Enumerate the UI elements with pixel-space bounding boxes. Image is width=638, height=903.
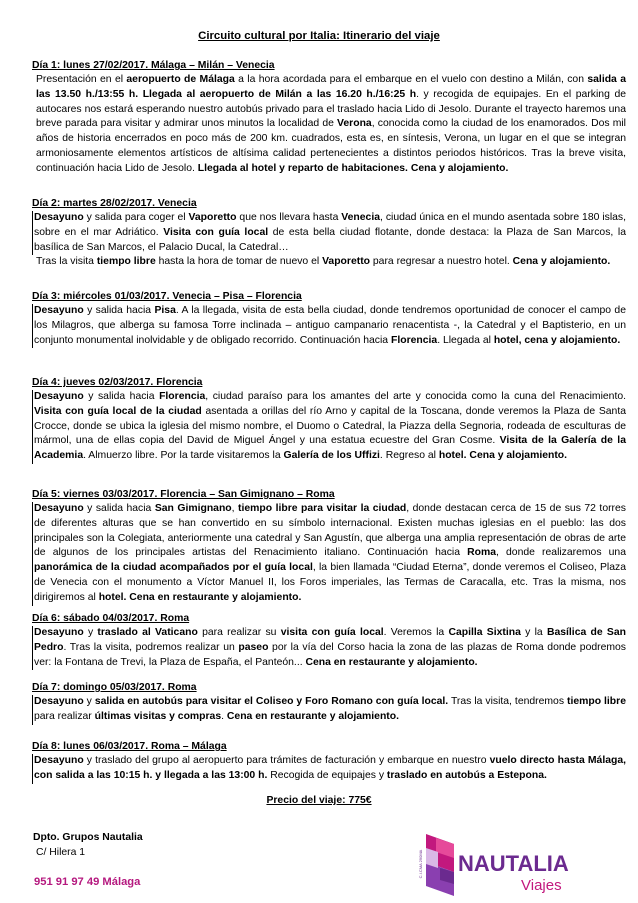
day-5 (32, 488, 626, 606)
bold-text: Cena y alojamiento. (512, 256, 611, 268)
day-3 (32, 290, 626, 348)
day-8 (32, 740, 626, 784)
day-4 (32, 376, 626, 464)
trip-price: Precio del viaje: 775€ (266, 795, 372, 806)
body-text: . Regreso al (379, 450, 439, 462)
body-text: . y recogida de equipajes. En el parking de autocares nos estará esperando nuestro autobús privado para el traslado hacia Lido di Jesolo. Durante el trayecto haremos una breve parada para visitar y admirar unos minutos la localidad de (36, 88, 626, 130)
bold-text: Visita de la Galería de la Academia (34, 435, 626, 462)
bold-text: Venecia (341, 212, 381, 223)
body-text: y salida hacia (83, 503, 155, 514)
department-name: Dpto. Grupos Nautalia (33, 832, 143, 843)
day-description (32, 211, 626, 255)
bold-text: tiempo libre (567, 696, 626, 707)
body-text: que nos llevara hasta (236, 212, 342, 223)
document-title: Circuito cultural por Italia: Itinerario del viaje (198, 30, 440, 42)
bold-text: Verona (337, 118, 372, 130)
bold-text: panorámica de la ciudad acompañados por el guía local (34, 562, 313, 574)
bold-text: Florencia (390, 334, 438, 346)
body-text: Recogida de equipajes y (267, 769, 387, 781)
logo-sub-text: Viajes (521, 877, 562, 894)
bold-text: Desayuno (34, 212, 84, 223)
bold-text: Desayuno (34, 391, 84, 402)
day-description (32, 626, 626, 670)
bold-text: hotel. Cena y alojamiento. (438, 450, 568, 462)
body-text: . Almuerzo libre. Por la tarde visitaremos la (83, 450, 284, 462)
phone-number: 951 91 97 49 Málaga (34, 876, 141, 888)
day-description-continued (32, 255, 626, 270)
bold-text: salida a las 13.50 h./13:55 h. Llegada al aeropuerto de Milán a las 16.20 h./16:25 h (36, 74, 626, 100)
body-text: Tras la visita (36, 256, 97, 268)
bold-text: Cena en restaurante y alojamiento. (305, 656, 478, 668)
body-text: . A la llegada, visita de esta bella ciudad, donde tendremos oportunidad de conocer el campo de los Milagros, que alberga su famosa Torre inclinada – antiguo campanario renacentista -, la Catedral y el Baptisterio, en un conjunto monumental inolvidable y de obligado recorrido. Continuación hacia (34, 305, 626, 346)
bold-text: Roma (467, 547, 496, 559)
address: C/ Hilera 1 (36, 847, 86, 858)
body-text: . Veremos la (383, 627, 449, 638)
bold-text: Pisa (154, 305, 176, 316)
bold-text: Galería de los Uffizi (283, 450, 380, 462)
body-text: a la hora acordada para el embarque en el vuelo con destino a Milán, con (234, 74, 588, 85)
bold-text: Desayuno (34, 755, 84, 766)
day-6 (32, 612, 626, 670)
day-7 (32, 681, 626, 725)
bold-text: Llegada al hotel y reparto de habitaciones. Cena y alojamiento. (197, 162, 509, 174)
day-description (32, 502, 626, 606)
bold-text: traslado en autobús a Estepona. (386, 769, 547, 781)
day-title: Día 1: lunes 27/02/2017. Málaga – Milán – Venecia (32, 60, 275, 71)
body-text: y la (520, 627, 547, 638)
body-text: , ciudad paraíso para los amantes del arte y conocida como la cuna del Renacimiento. (205, 391, 626, 402)
day-description (32, 390, 626, 464)
body-text: , (231, 503, 239, 514)
body-text: , la bien llamada “Ciudad Eterna”, donde veremos el Coliseo, Plaza de Venecia con el monumento a Víctor Manuel II, los Foros imperiales, las Termas de Caracalla, etc. Tras la misma, nos dirigiremos al (34, 562, 626, 603)
body-text: para realizar (34, 710, 95, 722)
day-description (32, 73, 626, 177)
bold-text: últimas visitas y compras (94, 710, 222, 722)
bold-text: Cena en restaurante y alojamiento. (226, 710, 399, 722)
day-title: Día 3: miércoles 01/03/2017. Venecia – Pisa – Florencia (32, 291, 302, 302)
body-text: y salida hacia (83, 391, 160, 402)
day-title: Día 7: domingo 05/03/2017. Roma (32, 682, 197, 693)
bold-text: Vaporetto (188, 212, 237, 223)
body-text: de esta bella ciudad flotante, donde destaca: la Plaza de San Marcos, la basílica de San Marcos, el Palacio Ducal, la Catedral… (34, 226, 626, 253)
body-text: para realizar su (197, 627, 281, 638)
bold-text: hotel, cena y alojamiento. (493, 334, 621, 346)
bold-text: Desayuno (34, 305, 84, 316)
bold-text: Visita con guía local (163, 226, 269, 238)
body-text: por la vía del Corso hacia la zona de las plazas de Roma donde podremos ver: la Fontana de Trevi, la Plaza de España, el Panteón... (34, 641, 627, 668)
day-description (32, 304, 626, 348)
body-text: y (83, 696, 95, 707)
logo-license-text: C.I.CMA 290MA (418, 849, 423, 879)
body-text: . (221, 710, 227, 722)
bold-text: Basílica de San Pedro (34, 627, 626, 653)
bold-text: Desayuno (34, 696, 84, 707)
bold-text: Capilla Sixtina (448, 627, 521, 638)
day-title: Día 5: viernes 03/03/2017. Florencia – San Gimignano – Roma (32, 489, 335, 500)
body-text: Presentación en el (36, 74, 127, 85)
bold-text: vuelo directo hasta Málaga, con salida a las 10:15 h. y llegada a las 13:00 h. (34, 755, 626, 781)
body-text: y salida hacia (83, 305, 155, 316)
body-text: , conocida como la ciudad de los enamorados. Dos mil años de historia encerrados en poco más de 200 km. cuadrados, esta es, en síntesis, Verona, un lugar en el que se integran armoniosamente elementos artísticos de altísima calidad pertenecientes a distintos periodos históricos. Tras la breve visita, continuación hacia Lido de Jesolo. (36, 118, 626, 174)
body-text: y (83, 627, 98, 638)
bold-text: aeropuerto de Málaga (126, 74, 235, 85)
bold-text: Florencia (159, 391, 206, 402)
bold-text: salida en autobús para visitar el Coliseo y Foro Romano con guía local. (94, 696, 449, 707)
bold-text: hotel. Cena en restaurante y alojamiento. (98, 591, 302, 603)
bold-text: tiempo libre para visitar la ciudad (238, 503, 407, 514)
bold-text: traslado al Vaticano (97, 627, 198, 638)
bold-text: tiempo libre (96, 256, 156, 268)
bold-text: visita con guía local (280, 627, 384, 638)
bold-text: Visita con guía local de la ciudad (34, 405, 202, 417)
day-description (32, 695, 626, 725)
body-text: y salida para coger el (83, 212, 189, 223)
body-text: y traslado del grupo al aeropuerto para trámites de facturación y embarque en nuestro (83, 755, 490, 766)
bold-text: San Gimignano (154, 503, 232, 514)
body-text: , ciudad única en el mundo asentada sobre 180 islas, sobre en el mar Adriático. (34, 212, 627, 238)
day-title: Día 2: martes 28/02/2017. Venecia (32, 198, 197, 209)
day-1 (32, 59, 626, 177)
body-text: . Tras la visita, podremos realizar un (63, 641, 239, 653)
day-title: Día 8: lunes 06/03/2017. Roma – Málaga (32, 741, 227, 752)
nautalia-logo (414, 828, 614, 900)
body-text: . Llegada al (437, 334, 494, 346)
body-text: asentada a orillas del río Arno y capital de la Toscana, donde veremos la Plaza de Santa Crocce, donde se ubica la iglesia del mismo nombre, el Duomo o Catedral, la Piazza della Segnoria, rodeada de esculturas de mármol, una de ellas copia del David de Miguel Ángel y una estatua ecuestre del Gran Cosme. (34, 405, 626, 447)
day-2 (32, 197, 626, 270)
body-text: Tras la visita, tendremos (448, 696, 567, 707)
logo-brand-text: NAUTALIA (458, 851, 569, 876)
body-text: , donde realizaremos una (496, 547, 626, 559)
bold-text: paseo (238, 641, 269, 653)
body-text: para regresar a nuestro hotel. (370, 256, 513, 268)
bold-text: Vaporetto (322, 256, 370, 268)
day-title: Día 4: jueves 02/03/2017. Florencia (32, 377, 203, 388)
bold-text: Desayuno (34, 627, 84, 638)
day-description (32, 754, 626, 784)
bold-text: Desayuno (34, 503, 84, 514)
body-text: , donde destacan cerca de 15 de sus 72 torres de diferentes alturas que se han convertido en su símbolo internacional. Existen muchas iglesias en el pueblo: las dos principales son la Colegiata, anteriormente una catedral y San Agustín, que alberga una amplia representación de obras de arte de algunos de los principales artistas del Renacimiento italiano. Continuación hacia (34, 503, 626, 559)
day-title: Día 6: sábado 04/03/2017. Roma (32, 613, 190, 624)
body-text: hasta la hora de tomar de nuevo el (155, 256, 323, 268)
